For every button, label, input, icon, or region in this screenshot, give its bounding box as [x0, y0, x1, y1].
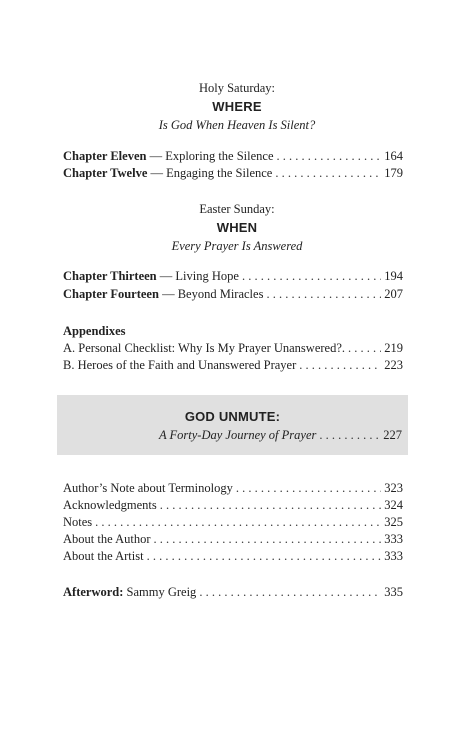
- page-number: 333: [384, 532, 403, 546]
- god-unmute-band: [57, 395, 408, 455]
- page-number: 324: [384, 498, 403, 512]
- section-keyword: WHERE: [212, 99, 262, 114]
- section-day: Easter Sunday:: [199, 202, 275, 216]
- page-number: 179: [384, 166, 403, 180]
- dot-leader: [348, 340, 381, 356]
- appendix-title: B. Heroes of the Faith and Unanswered Prayer: [63, 358, 297, 372]
- band-title: GOD UNMUTE:: [184, 409, 281, 424]
- page-number: 227: [383, 428, 402, 442]
- toc-entry-god-unmute: [159, 427, 402, 443]
- toc-entry-about-author: [63, 531, 403, 547]
- dot-leader: [319, 427, 380, 443]
- toc-entry-about-artist: [63, 548, 403, 564]
- chapter-title: — Beyond Miracles: [162, 287, 264, 301]
- dot-leader: [147, 548, 382, 564]
- toc-entry-appendix-b: [63, 357, 403, 373]
- page-number: 219: [384, 341, 403, 355]
- chapter-title: — Engaging the Silence: [150, 166, 273, 180]
- appendixes-heading: Appendixes: [63, 324, 126, 338]
- section-subtitle: Every Prayer Is Answered: [171, 239, 303, 253]
- band-subtitle: A Forty-Day Journey of Prayer: [159, 428, 317, 442]
- toc-entry-authors-note: [63, 480, 403, 496]
- page-number: 325: [384, 515, 403, 529]
- toc-entry-chapter-eleven: [63, 148, 403, 164]
- toc-entry-chapter-twelve: [63, 165, 403, 181]
- entry-title: Acknowledgments: [63, 498, 157, 512]
- chapter-title: — Living Hope: [159, 269, 239, 283]
- page-number: 223: [384, 358, 403, 372]
- toc-entry-appendix-a: [63, 340, 403, 356]
- page-number: 164: [384, 149, 403, 163]
- dot-leader: [277, 148, 382, 164]
- section-subtitle: Is God When Heaven Is Silent?: [158, 118, 316, 132]
- chapter-number: Chapter Thirteen: [63, 269, 157, 283]
- dot-leader: [154, 531, 382, 547]
- page-number: 207: [384, 287, 403, 301]
- chapter-number: Chapter Fourteen: [63, 287, 159, 301]
- dot-leader: [242, 268, 381, 284]
- section-header-easter-sunday: [0, 201, 474, 254]
- dot-leader: [266, 286, 381, 302]
- section-header-holy-saturday: [0, 80, 474, 133]
- dot-leader: [236, 480, 381, 496]
- afterword-label: Afterword:: [63, 585, 124, 599]
- section-day: Holy Saturday:: [198, 81, 276, 95]
- appendix-title: A. Personal Checklist: Why Is My Prayer Unanswered?.: [63, 341, 346, 355]
- dot-leader: [95, 514, 381, 530]
- page-number: 194: [384, 269, 403, 283]
- section-keyword: WHEN: [216, 220, 258, 235]
- dot-leader: [160, 497, 382, 513]
- afterword-author: Sammy Greig: [126, 585, 197, 599]
- chapter-number: Chapter Eleven: [63, 149, 147, 163]
- toc-entry-afterword: [63, 584, 403, 600]
- entry-title: About the Author: [63, 532, 151, 546]
- dot-leader: [199, 584, 381, 600]
- chapter-number: Chapter Twelve: [63, 166, 148, 180]
- dot-leader: [275, 165, 381, 181]
- entry-title: Notes: [63, 515, 93, 529]
- page-number: 323: [384, 481, 403, 495]
- page-number: 335: [384, 585, 403, 599]
- toc-entry-acknowledgments: [63, 497, 403, 513]
- page-number: 333: [384, 549, 403, 563]
- toc-entry-notes: [63, 514, 403, 530]
- toc-entry-chapter-fourteen: [63, 286, 403, 302]
- entry-title: Author’s Note about Terminology: [63, 481, 233, 495]
- toc-entry-chapter-thirteen: [63, 268, 403, 284]
- dot-leader: [299, 357, 381, 373]
- chapter-title: — Exploring the Silence: [149, 149, 274, 163]
- entry-title: About the Artist: [63, 549, 144, 563]
